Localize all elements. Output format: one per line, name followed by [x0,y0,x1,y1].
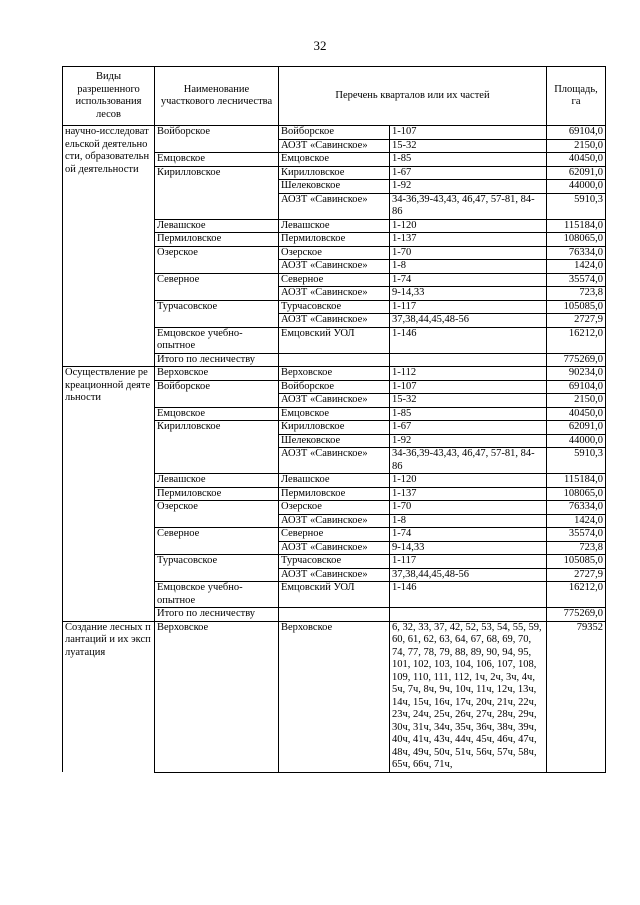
forestry-cell: Емцовское [155,407,279,421]
area-cell: 2727,9 [547,568,606,582]
header-forestry: Наименование участкового лесничества [155,67,279,126]
district-cell: Левашское [279,219,390,233]
district-cell: АОЗТ «Савинское» [279,568,390,582]
forestry-cell: Озерское [155,501,279,528]
header-quarters: Перечень кварталов или их частей [279,67,547,126]
district-cell: Верховское [279,367,390,381]
quarters-cell: 15-32 [390,139,547,153]
area-cell: 723,8 [547,287,606,301]
quarters-cell: 34-36,39-43,43, 46,47, 57-81, 84-86 [390,448,547,474]
district-cell: Озерское [279,501,390,515]
quarters-cell: 1-92 [390,180,547,194]
area-cell: 35574,0 [547,528,606,542]
district-cell: АОЗТ «Савинское» [279,514,390,528]
area-cell: 5910,3 [547,193,606,219]
district-cell: АОЗТ «Савинское» [279,394,390,408]
quarters-cell: 1-70 [390,246,547,260]
area-cell: 44000,0 [547,180,606,194]
area-cell: 76334,0 [547,246,606,260]
area-cell: 2727,9 [547,314,606,328]
area-cell: 69104,0 [547,126,606,140]
table-row [63,126,606,140]
area-cell: 79352 [547,621,606,772]
district-cell: Войборское [279,380,390,394]
area-cell: 35574,0 [547,273,606,287]
district-cell: Войборское [279,126,390,140]
header-use-type: Виды разрешенного использования лесов [63,67,155,126]
table-row [63,621,606,772]
quarters-cell: 37,38,44,45,48-56 [390,314,547,328]
area-cell: 16212,0 [547,327,606,353]
quarters-cell: 1-85 [390,153,547,167]
area-cell: 62091,0 [547,421,606,435]
area-cell: 115184,0 [547,219,606,233]
area-cell: 108065,0 [547,233,606,247]
district-cell: АОЗТ «Савинское» [279,260,390,274]
forestry-cell: Верховское [155,367,279,381]
forestry-cell: Турчасовское [155,300,279,327]
quarters-cell: 9-14,33 [390,287,547,301]
area-cell: 105085,0 [547,555,606,569]
table-body [63,126,606,773]
quarters-cell: 1-67 [390,166,547,180]
area-cell: 5910,3 [547,448,606,474]
forestry-cell: Войборское [155,126,279,153]
quarters-cell: 1-70 [390,501,547,515]
district-cell: Турчасовское [279,300,390,314]
quarters-cell: 1-92 [390,434,547,448]
use-type-cell: научно-исследовательской деятельности, образовательной деятельности [63,126,155,367]
quarters-cell: 9-14,33 [390,541,547,555]
total-area-cell: 775269,0 [547,353,606,367]
forestry-cell: Левашское [155,219,279,233]
district-cell: Кирилловское [279,421,390,435]
district-cell: Емцовское [279,407,390,421]
use-type-cell: Создание лесных плантаций и их эксплуатация [63,621,155,772]
forestry-cell: Емцовское [155,153,279,167]
district-cell: Пермиловское [279,487,390,501]
district-cell: Озерское [279,246,390,260]
district-cell: АОЗТ «Савинское» [279,193,390,219]
district-cell: Емцовский УОЛ [279,582,390,608]
total-empty-cell [279,353,390,367]
forestry-cell: Кирилловское [155,166,279,219]
quarters-cell: 1-137 [390,487,547,501]
table-row [63,367,606,381]
forestry-cell: Турчасовское [155,555,279,582]
table-header-row [63,67,606,126]
forestry-cell: Кирилловское [155,421,279,474]
area-cell: 62091,0 [547,166,606,180]
area-cell: 723,8 [547,541,606,555]
quarters-cell: 1-74 [390,528,547,542]
area-cell: 40450,0 [547,407,606,421]
area-cell: 2150,0 [547,394,606,408]
district-cell: Емцовский УОЛ [279,327,390,353]
total-empty-cell [279,608,390,622]
quarters-cell: 34-36,39-43,43, 46,47, 57-81, 84-86 [390,193,547,219]
quarters-cell: 1-67 [390,421,547,435]
area-cell: 44000,0 [547,434,606,448]
area-cell: 2150,0 [547,139,606,153]
page-number: 32 [313,38,327,53]
total-empty-cell [390,353,547,367]
quarters-cell: 1-8 [390,514,547,528]
forestry-cell: Емцовское учебно-опытное [155,327,279,353]
forestry-cell: Левашское [155,474,279,488]
quarters-cell: 1-85 [390,407,547,421]
district-cell: Северное [279,528,390,542]
quarters-cell: 1-137 [390,233,547,247]
quarters-cell: 6, 32, 33, 37, 42, 52, 53, 54, 55, 59, 60, 61, 62, 63, 64, 67, 68, 69, 70, 74, 77, 78, 79, 88, 89, 90, 94, 95, 101, 102, 103, 104, 106, 107, 108, 109, 110, 111, 112, 1ч, 2ч, 3ч, 4ч, 5ч, 7ч, 8ч, 9ч, 10ч, 11ч, 12ч, 13ч, 14ч, 15ч, 16ч, 17ч, 20ч, 21ч, 22ч, 23ч, 24ч, 25ч, 26ч, 27ч, 28ч, 29ч, 30ч, 31ч, 34ч, 35ч, 36ч, 38ч, 39ч, 40ч, 41ч, 43ч, 44ч, 45ч, 46ч, 47ч, 48ч, 49ч, 50ч, 51ч, 56ч, 57ч, 58ч, 65ч, 66ч, 71ч, [390,621,547,772]
quarters-cell: 1-107 [390,126,547,140]
district-cell: Северное [279,273,390,287]
district-cell: АОЗТ «Савинское» [279,287,390,301]
quarters-cell: 1-112 [390,367,547,381]
area-cell: 108065,0 [547,487,606,501]
district-cell: АОЗТ «Савинское» [279,448,390,474]
forestry-cell: Верховское [155,621,279,772]
area-cell: 16212,0 [547,582,606,608]
quarters-cell: 1-146 [390,582,547,608]
district-cell: Верховское [279,621,390,772]
area-cell: 105085,0 [547,300,606,314]
total-area-cell: 775269,0 [547,608,606,622]
forestry-cell: Пермиловское [155,233,279,247]
forestry-cell: Северное [155,273,279,300]
quarters-cell: 37,38,44,45,48-56 [390,568,547,582]
area-cell: 76334,0 [547,501,606,515]
quarters-cell: 1-117 [390,300,547,314]
area-cell: 1424,0 [547,260,606,274]
district-cell: Кирилловское [279,166,390,180]
district-cell: Левашское [279,474,390,488]
district-cell: АОЗТ «Савинское» [279,314,390,328]
quarters-cell: 1-8 [390,260,547,274]
header-area: Площадь, га [547,67,606,126]
quarters-cell: 1-117 [390,555,547,569]
forestry-cell: Емцовское учебно-опытное [155,582,279,608]
area-cell: 1424,0 [547,514,606,528]
forestry-cell: Пермиловское [155,487,279,501]
district-cell: АОЗТ «Савинское» [279,541,390,555]
forestry-cell: Северное [155,528,279,555]
quarters-cell: 1-74 [390,273,547,287]
total-empty-cell [390,608,547,622]
quarters-cell: 1-107 [390,380,547,394]
quarters-cell: 1-146 [390,327,547,353]
area-cell: 69104,0 [547,380,606,394]
quarters-cell: 1-120 [390,219,547,233]
area-cell: 90234,0 [547,367,606,381]
area-cell: 40450,0 [547,153,606,167]
district-cell: Емцовское [279,153,390,167]
area-cell: 115184,0 [547,474,606,488]
use-type-cell: Осуществление рекреационной деятельности [63,367,155,622]
district-cell: Шелековское [279,180,390,194]
quarters-cell: 15-32 [390,394,547,408]
total-label-cell: Итого по лесничеству [155,608,279,622]
forestry-cell: Озерское [155,246,279,273]
forest-use-table [62,66,606,773]
district-cell: Турчасовское [279,555,390,569]
district-cell: Шелековское [279,434,390,448]
district-cell: Пермиловское [279,233,390,247]
total-label-cell: Итого по лесничеству [155,353,279,367]
district-cell: АОЗТ «Савинское» [279,139,390,153]
forestry-cell: Войборское [155,380,279,407]
quarters-cell: 1-120 [390,474,547,488]
